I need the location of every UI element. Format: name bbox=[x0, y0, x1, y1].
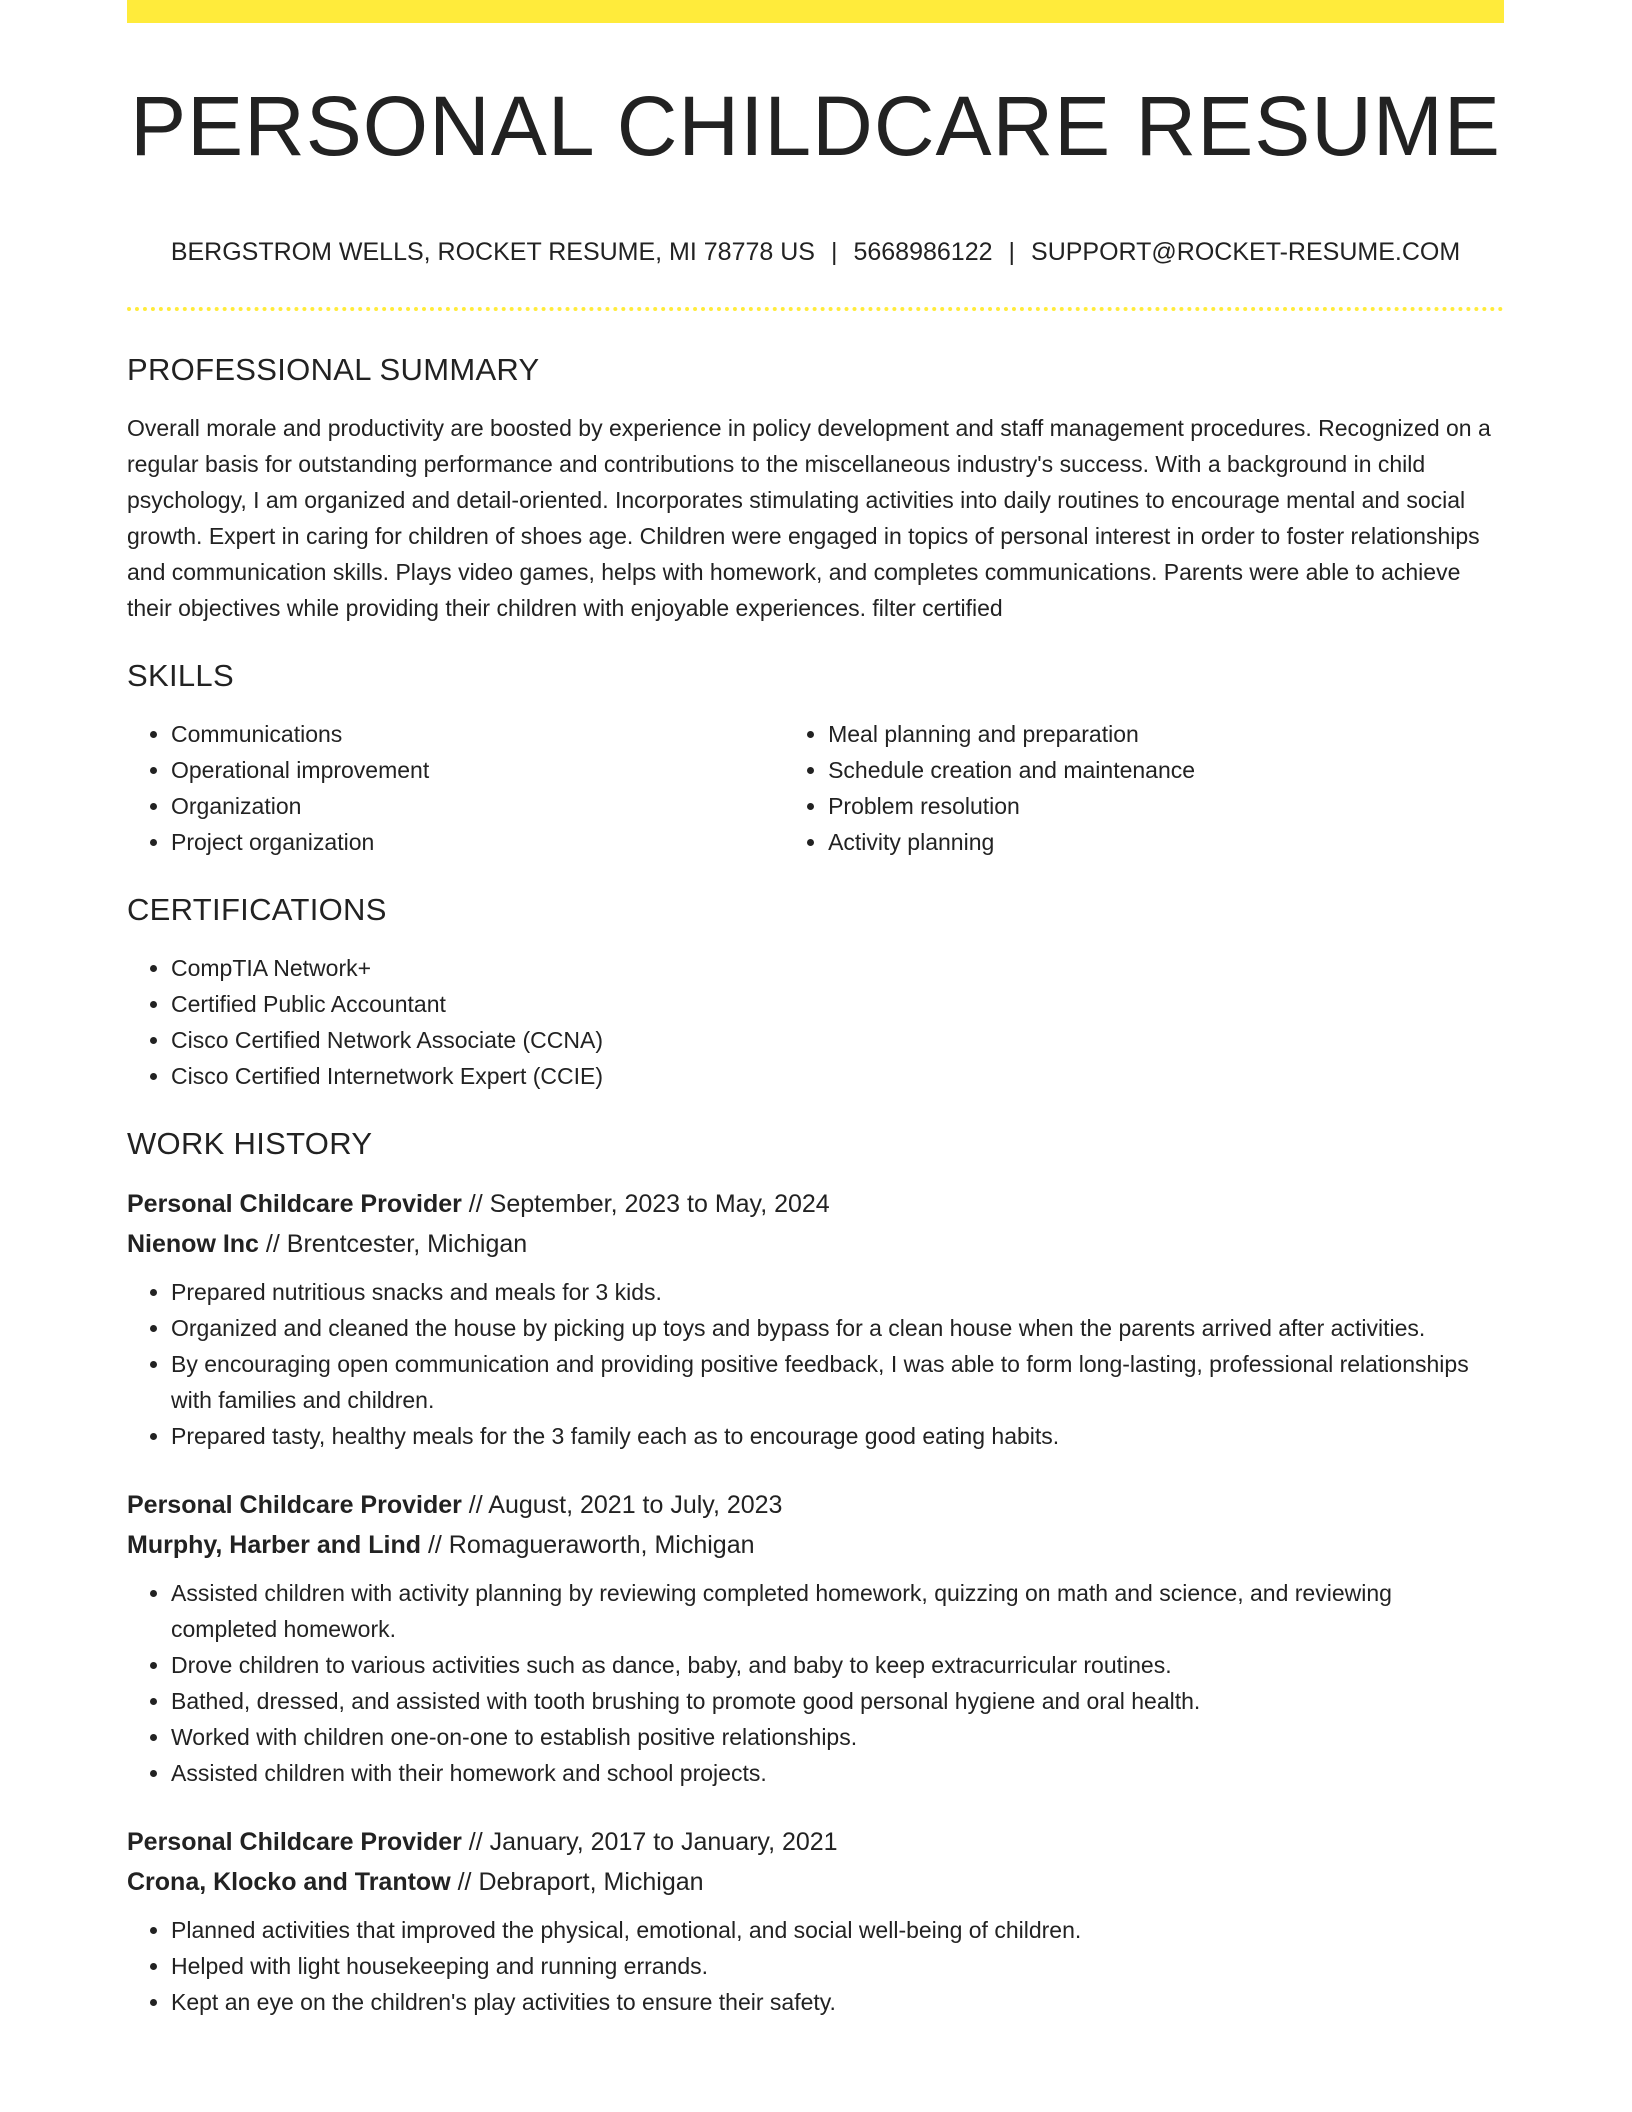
skills-list-left bbox=[127, 716, 784, 860]
job-location: Debraport, Michigan bbox=[478, 1868, 704, 1896]
job-role: Personal Childcare Provider bbox=[127, 1190, 462, 1218]
summary-section bbox=[127, 352, 1504, 626]
accent-top-bar bbox=[127, 0, 1504, 23]
job-role-line bbox=[127, 1822, 1504, 1862]
job-bullets bbox=[127, 1575, 1504, 1791]
job-role: Personal Childcare Provider bbox=[127, 1828, 462, 1856]
section-heading-skills: SKILLS bbox=[127, 658, 234, 693]
job-bullet: • Prepared tasty, healthy meals for the 3 family each as to encourage good eating habits. bbox=[171, 1418, 1504, 1454]
job-location: Romagueraworth, Michigan bbox=[448, 1531, 755, 1559]
contact-address: BERGSTROM WELLS, ROCKET RESUME, MI 78778 US bbox=[170, 238, 815, 266]
contact-line bbox=[127, 238, 1504, 267]
job-dates: September, 2023 to May, 2024 bbox=[489, 1190, 830, 1218]
contact-separator: | bbox=[1008, 238, 1016, 266]
certifications-section bbox=[127, 892, 1504, 1094]
job-bullet: • Helped with light housekeeping and running errands. bbox=[171, 1948, 1504, 1984]
summary-text: Overall morale and productivity are boosted by experience in policy development and staff management procedures. Recognized on a regular basis for outstanding performance and contributions to the miscellaneous industry's success. With a background in child psychology, I am organized and detail-oriented. Incorporates stimulating activities into daily routines to encourage mental and social growth. Expert in caring for children of shoes age. Children were engaged in topics of personal interest in order to foster relationships and communication skills. Plays video games, helps with homework, and completes communications. Parents were able to achieve their objectives while providing their children with enjoyable experiences. filter certified bbox=[127, 415, 1491, 621]
certification-item: • CompTIA Network+ bbox=[171, 950, 1504, 986]
dotted-divider bbox=[127, 307, 1504, 311]
job-bullet: • Worked with children one-on-one to establish positive relationships. bbox=[171, 1719, 1504, 1755]
skill-item: • Operational improvement bbox=[171, 752, 784, 788]
job-role-line bbox=[127, 1485, 1504, 1525]
skill-item: • Organization bbox=[171, 788, 784, 824]
job-separator: // bbox=[258, 1230, 287, 1258]
section-heading-certifications: CERTIFICATIONS bbox=[127, 892, 387, 927]
job-bullet: • Planned activities that improved the physical, emotional, and social well-being of children. bbox=[171, 1912, 1504, 1948]
job-bullet: • Assisted children with activity planning by reviewing completed homework, quizzing on math and science, and reviewing completed homework. bbox=[171, 1575, 1504, 1647]
job-separator: // bbox=[461, 1828, 490, 1856]
job-entry bbox=[127, 1184, 1504, 1454]
skill-item: • Communications bbox=[171, 716, 784, 752]
skill-item: • Meal planning and preparation bbox=[828, 716, 1504, 752]
section-heading-work-history: WORK HISTORY bbox=[127, 1126, 373, 1161]
certification-item: • Cisco Certified Network Associate (CCNA) bbox=[171, 1022, 1504, 1058]
job-bullet: • Organized and cleaned the house by picking up toys and bypass for a clean house when the parents arrived after activities. bbox=[171, 1310, 1504, 1346]
skill-item: • Activity planning bbox=[828, 824, 1504, 860]
contact-separator: | bbox=[830, 238, 838, 266]
job-company-line bbox=[127, 1224, 1504, 1264]
job-entry bbox=[127, 1485, 1504, 1791]
job-bullet: • Drove children to various activities such as dance, baby, and baby to keep extracurricular routines. bbox=[171, 1647, 1504, 1683]
job-bullet: • Prepared nutritious snacks and meals for 3 kids. bbox=[171, 1274, 1504, 1310]
resume-title: PERSONAL CHILDCARE RESUME bbox=[130, 79, 1501, 173]
skill-item: • Project organization bbox=[171, 824, 784, 860]
job-dates: August, 2021 to July, 2023 bbox=[488, 1491, 783, 1519]
skills-section bbox=[127, 658, 1504, 860]
contact-email: SUPPORT@ROCKET-RESUME.COM bbox=[1031, 238, 1461, 266]
work-history-section bbox=[127, 1126, 1504, 2020]
job-role-line bbox=[127, 1184, 1504, 1224]
job-company: Crona, Klocko and Trantow bbox=[127, 1868, 451, 1896]
job-company-line bbox=[127, 1525, 1504, 1565]
job-company: Nienow Inc bbox=[127, 1230, 259, 1258]
job-company-line bbox=[127, 1862, 1504, 1902]
resume-sections bbox=[127, 352, 1504, 2052]
skills-list-right bbox=[784, 716, 1504, 860]
skills-columns bbox=[127, 716, 1504, 860]
certifications-list bbox=[127, 950, 1504, 1094]
job-bullet: • Kept an eye on the children's play activities to ensure their safety. bbox=[171, 1984, 1504, 2020]
job-location: Brentcester, Michigan bbox=[286, 1230, 528, 1258]
job-role: Personal Childcare Provider bbox=[127, 1491, 462, 1519]
job-bullets bbox=[127, 1912, 1504, 2020]
job-separator: // bbox=[421, 1531, 449, 1559]
job-bullet: • Assisted children with their homework and school projects. bbox=[171, 1755, 1504, 1791]
job-bullet: • By encouraging open communication and providing positive feedback, I was able to form long-lasting, professional relationships with families and children. bbox=[171, 1346, 1504, 1418]
job-separator: // bbox=[461, 1491, 489, 1519]
job-entry bbox=[127, 1822, 1504, 2020]
section-heading-summary: PROFESSIONAL SUMMARY bbox=[127, 352, 540, 387]
certification-item: • Certified Public Accountant bbox=[171, 986, 1504, 1022]
certification-item: • Cisco Certified Internetwork Expert (CCIE) bbox=[171, 1058, 1504, 1094]
skill-item: • Schedule creation and maintenance bbox=[828, 752, 1504, 788]
job-separator: // bbox=[450, 1868, 479, 1896]
skill-item: • Problem resolution bbox=[828, 788, 1504, 824]
job-bullet: • Bathed, dressed, and assisted with tooth brushing to promote good personal hygiene and oral health. bbox=[171, 1683, 1504, 1719]
job-company: Murphy, Harber and Lind bbox=[127, 1531, 421, 1559]
job-dates: January, 2017 to January, 2021 bbox=[489, 1828, 838, 1856]
contact-phone: 5668986122 bbox=[853, 238, 993, 266]
job-bullets bbox=[127, 1274, 1504, 1454]
job-separator: // bbox=[461, 1190, 490, 1218]
